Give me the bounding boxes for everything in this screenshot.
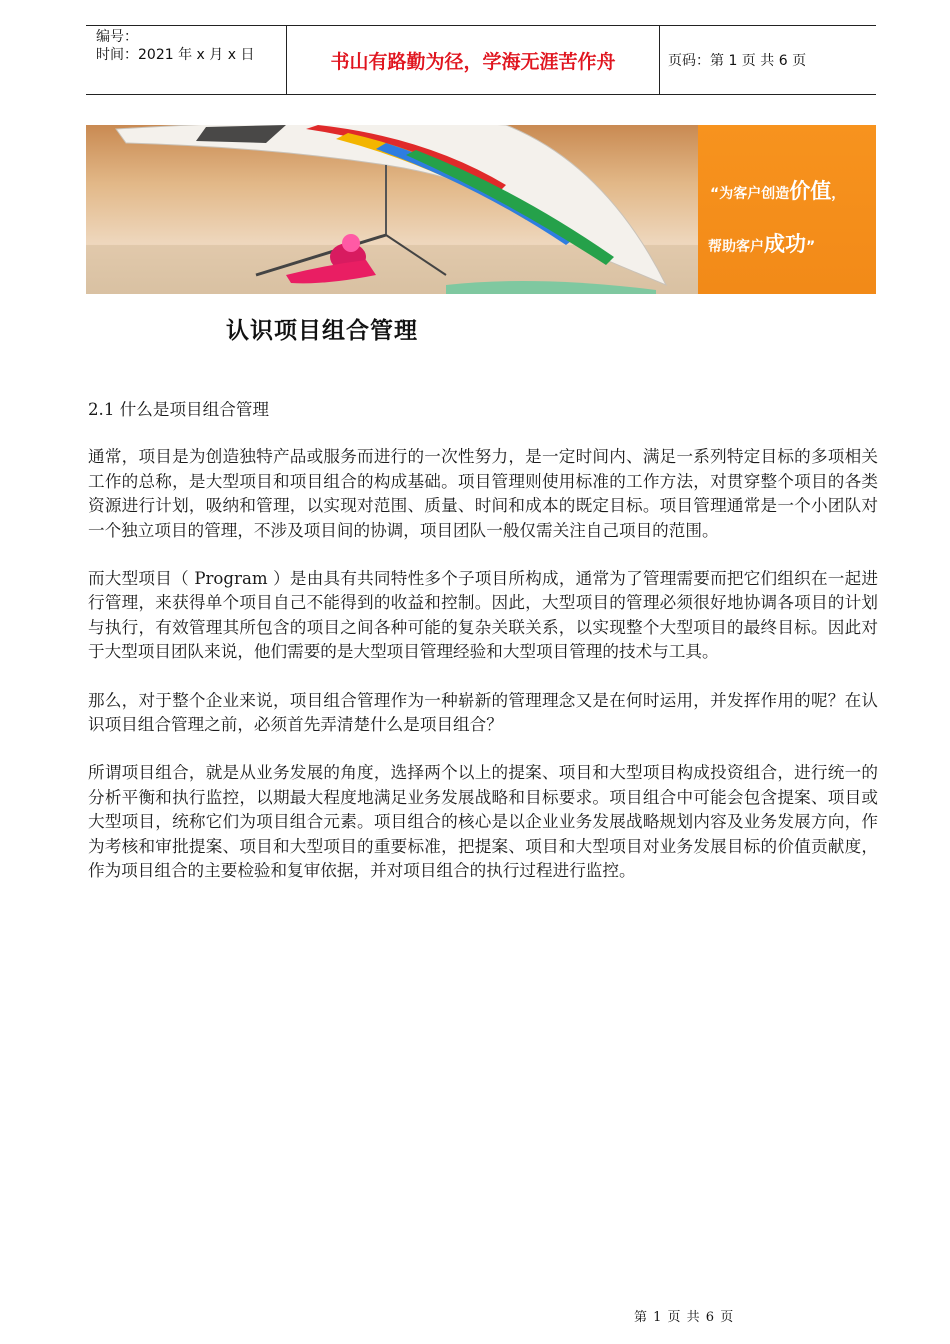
header-motto: 书山有路勤为径，学海无涯苦作舟: [287, 26, 660, 94]
paragraph: 而大型项目（ Program ）是由具有共同特性多个子项目所构成，通常为了管理需要而把它们组织在一起进行管理，来获得单个项目自己不能得到的收益和控制。因此，大型项目的管理必须很好地协调各项目的计划与执行，有效管理其所包含的项目之间各种可能的复杂关联关系，以实现整个大型项目的最终目标。因此对于大型项目团队来说，他们需要的是大型项目管理经验和大型项目管理的技术与工具。: [88, 569, 878, 662]
header-meta: [86, 26, 287, 94]
number-label: 编号：: [96, 29, 138, 45]
paragraph: 所谓项目组合，就是从业务发展的角度，选择两个以上的提案、项目和大型项目构成投资组合，进行统一的分析平衡和执行监控，以期最大程度地满足业务发展战略和目标要求。项目组合中可能会包含提案、项目或大型项目，统称它们为项目组合元素。项目组合的核心是以企业业务发展战略规划内容及业务发展方向，作为考核和审批提案、项目和大型项目的重要标准，把提案、项目和大型项目对业务发展目标的价值贡献度，作为项目组合的主要检验和复审依据，并对项目组合的执行过程进行监控。: [88, 763, 878, 881]
slogan-line-2: 帮助客户成功”: [708, 232, 816, 256]
hang-glider-illustration: [86, 125, 698, 294]
page-footer: 第 1 页 共 6 页: [634, 1310, 735, 1325]
banner-image: [86, 125, 876, 294]
time-label: 时间：2021 年 x 月 x 日: [96, 47, 255, 63]
page-title: 认识项目组合管理: [226, 318, 418, 344]
document-body: [88, 398, 878, 908]
paragraph: 通常，项目是为创造独特产品或服务而进行的一次性努力，是一定时间内、满足一系列特定目标的多项相关工作的总称，是大型项目和项目组合的构成基础。项目管理则使用标准的工作方法，对贯穿整个项目的各类资源进行计划，吸纳和管理，以实现对范围、质量、时间和成本的既定目标。项目管理通常是一个小团队对一个独立项目的管理，不涉及项目间的协调，项目团队一般仅需关注自己项目的范围。: [88, 447, 878, 540]
document-header: [86, 25, 876, 95]
slogan-panel: [698, 125, 876, 294]
hang-glider-photo: [86, 125, 698, 294]
paragraph: 那么，对于整个企业来说，项目组合管理作为一种崭新的管理理念又是在何时运用，并发挥作用的呢？在认识项目组合管理之前，必须首先弄清楚什么是项目组合？: [88, 690, 878, 735]
header-page-info: 页码：第 1 页 共 6 页: [668, 53, 807, 69]
section-heading: 2.1 什么是项目组合管理: [88, 400, 270, 419]
slogan-line-1: “为客户创造价值，: [710, 179, 846, 203]
